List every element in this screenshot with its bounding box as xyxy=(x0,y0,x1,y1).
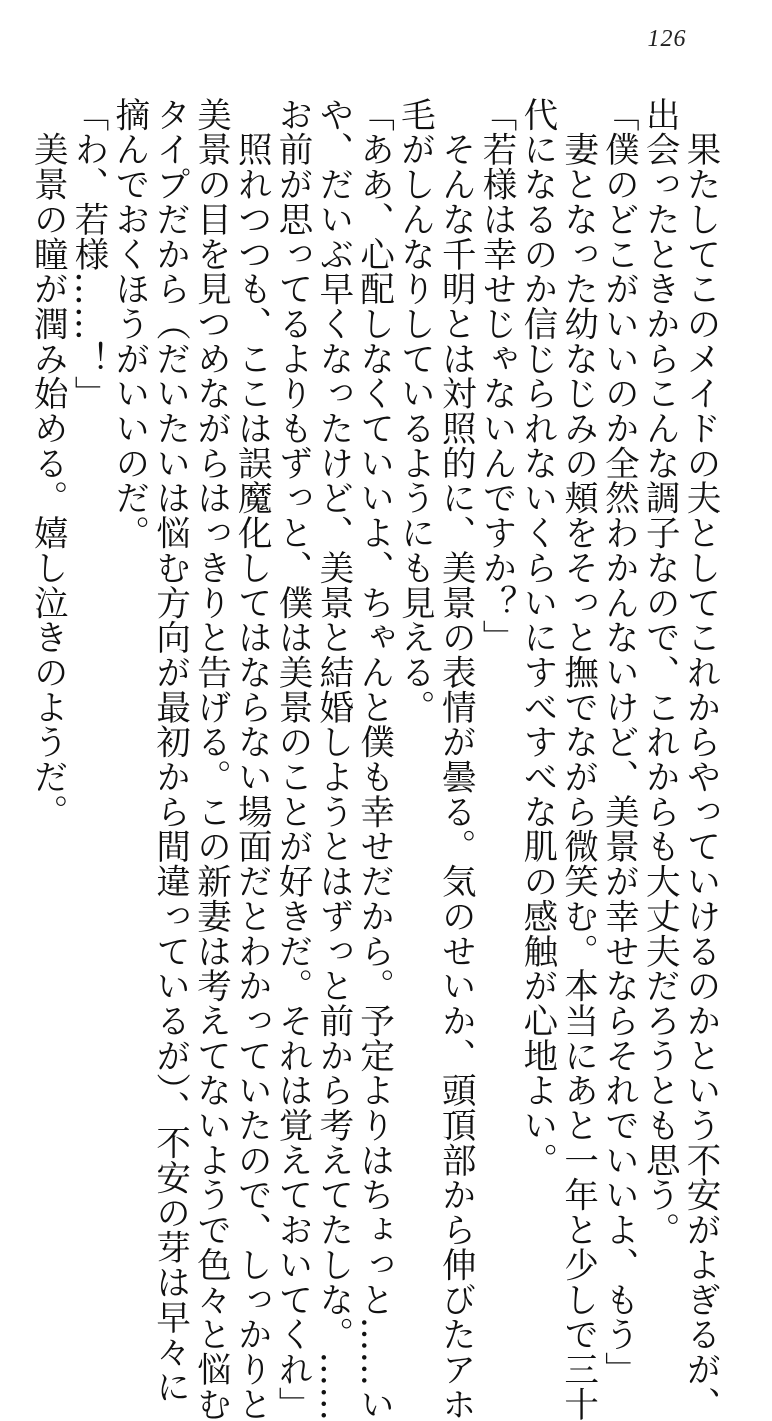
text-line: 美景の目を見つめながらはっきりと告げる。この新妻は考えてないようで色々と悩む xyxy=(190,97,231,1421)
dialogue-line: 「わ、若様……！」 xyxy=(68,97,109,411)
vertical-text-block xyxy=(27,97,720,1421)
text-line: 照れつつも、ここは誤魔化してはならない場面だとわかっていたので、しっかりと xyxy=(231,97,272,1421)
text-line: 美景の瞳が潤み始める。嬉し泣きのようだ。 xyxy=(27,97,68,829)
text-line: 妻となった幼なじみの頬をそっと撫でながら微笑む。本当にあと一年と少しで三十 xyxy=(557,97,598,1421)
text-line: 毛がしんなりしているようにも見える。 xyxy=(394,97,435,725)
text-line: 摘んでおくほうがいいのだ。 xyxy=(108,97,149,551)
text-line: 出会ったときからこんな調子なので、これからも大丈夫だろうとも思う。 xyxy=(639,97,680,1248)
dialogue-line: 「若様は幸せじゃないんですか？」 xyxy=(476,97,517,655)
page-number: 126 xyxy=(647,26,687,52)
dialogue-line: 「僕のどこがいいのか全然わかんないけど、美景が幸せならそれでいいよ、もう」 xyxy=(598,97,639,1387)
dialogue-line: 「ああ、心配しなくていいよ、ちゃんと僕も幸せだから。予定よりはちょっと……い xyxy=(353,97,394,1421)
text-line: 果たしてこのメイドの夫としてこれからやっていけるのかという不安がよぎるが、 xyxy=(680,97,720,1421)
text-line: 代になるのか信じられないくらいにすべすべな肌の感触が心地よい。 xyxy=(516,97,557,1178)
dialogue-line: や、だいぶ早くなったけど、美景と結婚しようとはずっと前から考えてたしな。…… xyxy=(312,97,353,1421)
text-line: タイプだから（だいたいは悩む方向が最初から間違っているが）、不安の芽は早々に xyxy=(149,97,190,1405)
dialogue-line: お前が思ってるよりもずっと、僕は美景のことが好きだ。それは覚えておいてくれ」 xyxy=(272,97,313,1421)
text-line: そんな千明とは対照的に、美景の表情が曇る。気のせいか、頭頂部から伸びたアホ xyxy=(435,97,476,1421)
